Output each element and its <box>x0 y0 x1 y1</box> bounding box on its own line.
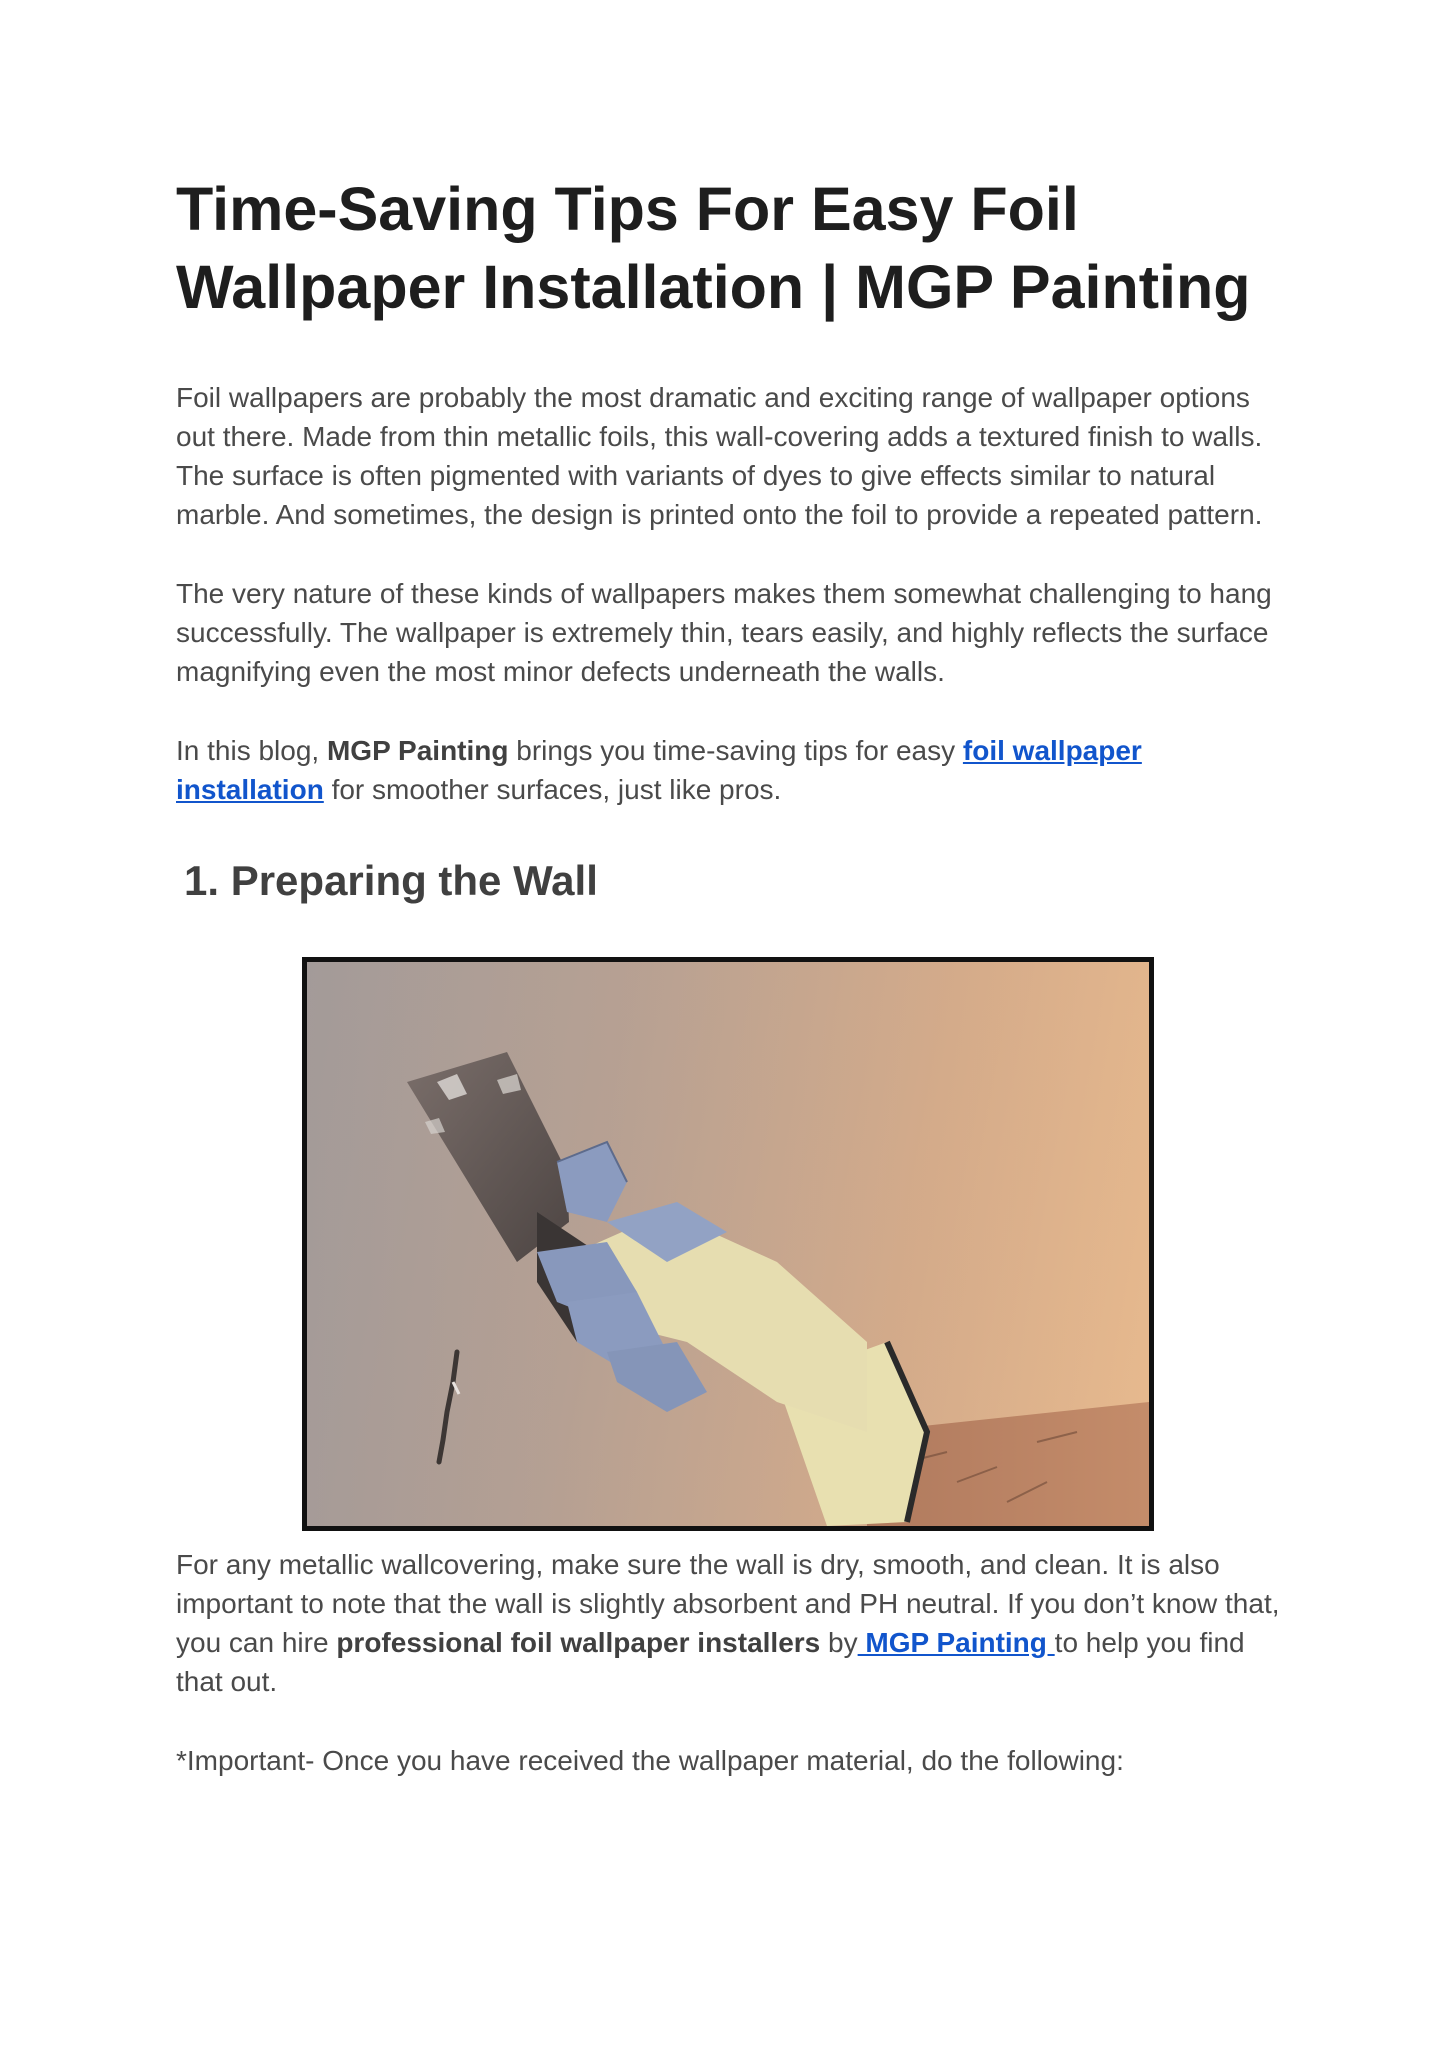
wall-prep-text-after: to help you find that out. <box>176 1627 1245 1697</box>
wall-prep-text-mid: by <box>820 1627 858 1658</box>
foil-wallpaper-installation-link[interactable]: foil wallpaper installation <box>176 735 1142 805</box>
intro-text-after: for smoother surfaces, just like pros. <box>323 774 782 805</box>
intro-paragraph-2: The very nature of these kinds of wallpapers makes them somewhat challenging to hang successfully. The wallpaper is extremely thin, tears easily, and highly reflects the surface magnifying even the most minor defects underneath the walls. <box>176 578 1272 687</box>
installers-bold: professional foil wallpaper installers <box>336 1627 821 1658</box>
intro-paragraph-3 <box>176 731 1286 809</box>
intro-text-before: In this blog, <box>176 735 327 766</box>
mgp-painting-link[interactable]: MGP Painting <box>857 1627 1055 1658</box>
section-heading-preparing-wall: 1. Preparing the Wall <box>184 857 598 904</box>
important-note: *Important- Once you have received the wallpaper material, do the following: <box>176 1745 1124 1776</box>
wall-prep-paragraph <box>176 1545 1286 1701</box>
brand-name-bold: MGP Painting <box>326 735 509 766</box>
wall-prep-text-before: For any metallic wallcovering, make sure the wall is dry, smooth, and clean. It is also important to note that the wall is slightly absorbent and PH neutral. If you don’t know that, you can hire <box>176 1549 1280 1658</box>
page-title: Time-Saving Tips For Easy Foil Wallpaper Installation | MGP Painting <box>176 175 1251 321</box>
document-page <box>176 170 1286 1780</box>
intro-text-mid: brings you time-saving tips for easy <box>508 735 963 766</box>
putty-knife-hand-illustration <box>307 962 1149 1526</box>
intro-paragraph-1: Foil wallpapers are probably the most dramatic and exciting range of wallpaper options out there. Made from thin metallic foils, this wall-covering adds a textured finish to walls. The surface is often pigmented with variants of dyes to give effects similar to natural marble. And sometimes, the design is printed onto the foil to provide a repeated pattern. <box>176 382 1263 530</box>
wall-preparation-photo <box>302 957 1154 1531</box>
